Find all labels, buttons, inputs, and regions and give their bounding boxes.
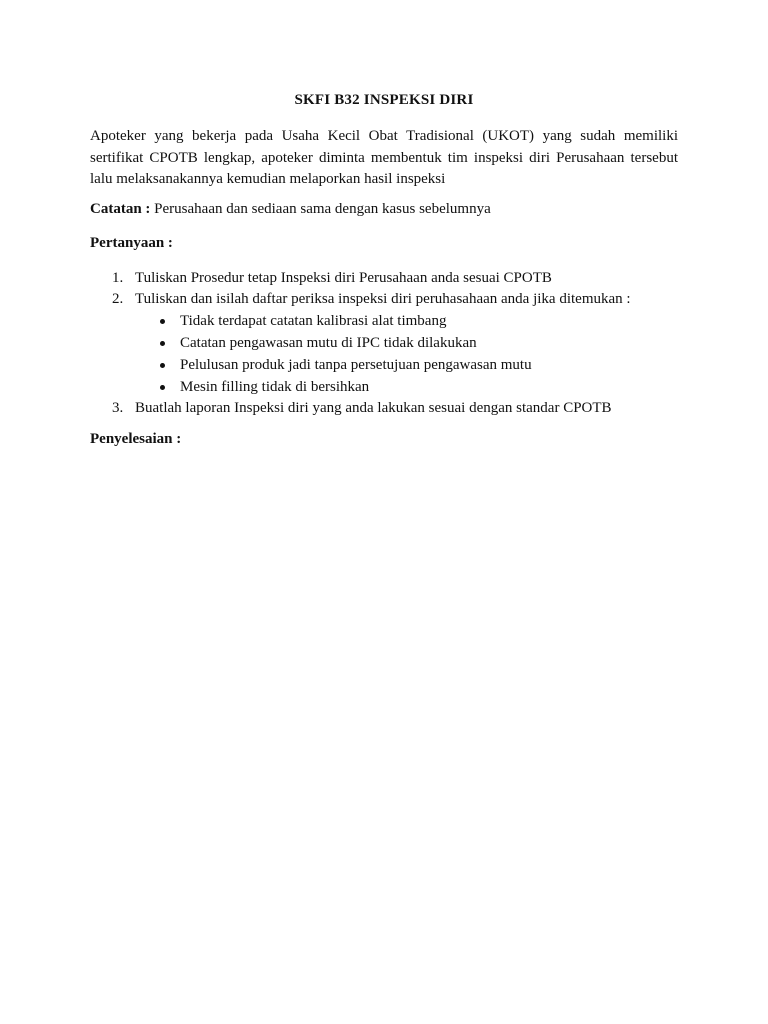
answer-heading: Penyelesaian : [90, 431, 182, 447]
bullet-icon [160, 363, 165, 368]
finding-text: Pelulusan produk jadi tanpa persetujuan pengawasan mutu [180, 357, 532, 373]
finding-item [90, 376, 708, 398]
question-item [90, 268, 708, 289]
question-number: 2. [112, 291, 124, 307]
questions-list [90, 268, 708, 419]
intro-paragraph [90, 126, 678, 191]
question-number: 3. [112, 400, 124, 416]
note-line [90, 201, 678, 218]
note-text: Perusahaan dan sediaan sama dengan kasus sebelumnya [154, 201, 491, 217]
finding-text: Mesin filling tidak di bersihkan [180, 379, 370, 395]
intro-line: lalu melaksanakannya kemudian melaporkan hasil inspeksi [90, 171, 446, 187]
finding-item [90, 354, 708, 376]
finding-text: Catatan pengawasan mutu di IPC tidak dilakukan [180, 335, 477, 351]
question-text: Tuliskan Prosedur tetap Inspeksi diri Perusahaan anda sesuai CPOTB [135, 270, 552, 286]
question-item [90, 289, 708, 310]
questions-heading: Pertanyaan : [90, 235, 173, 251]
question-item [90, 398, 708, 419]
intro-line: Apoteker yang bekerja pada Usaha Kecil Obat Tradisional (UKOT) yang sudah memiliki [90, 128, 678, 144]
intro-line: sertifikat CPOTB lengkap, apoteker diminta membentuk tim inspeksi diri Perusahaan tersebut [90, 149, 678, 166]
finding-item [90, 332, 708, 354]
finding-item [90, 310, 708, 332]
note-label: Catatan : [90, 201, 151, 217]
question-number: 1. [112, 270, 124, 286]
bullet-icon [160, 341, 165, 346]
finding-text: Tidak terdapat catatan kalibrasi alat timbang [180, 313, 447, 329]
document-title: SKFI B32 INSPEKSI DIRI [294, 92, 474, 108]
findings-list [90, 310, 708, 398]
bullet-icon [160, 319, 165, 324]
bullet-icon [160, 385, 165, 390]
question-text: Buatlah laporan Inspeksi diri yang anda lakukan sesuai dengan standar CPOTB [135, 400, 612, 416]
question-text: Tuliskan dan isilah daftar periksa inspeksi diri peruhasahaan anda jika ditemukan : [135, 291, 631, 307]
